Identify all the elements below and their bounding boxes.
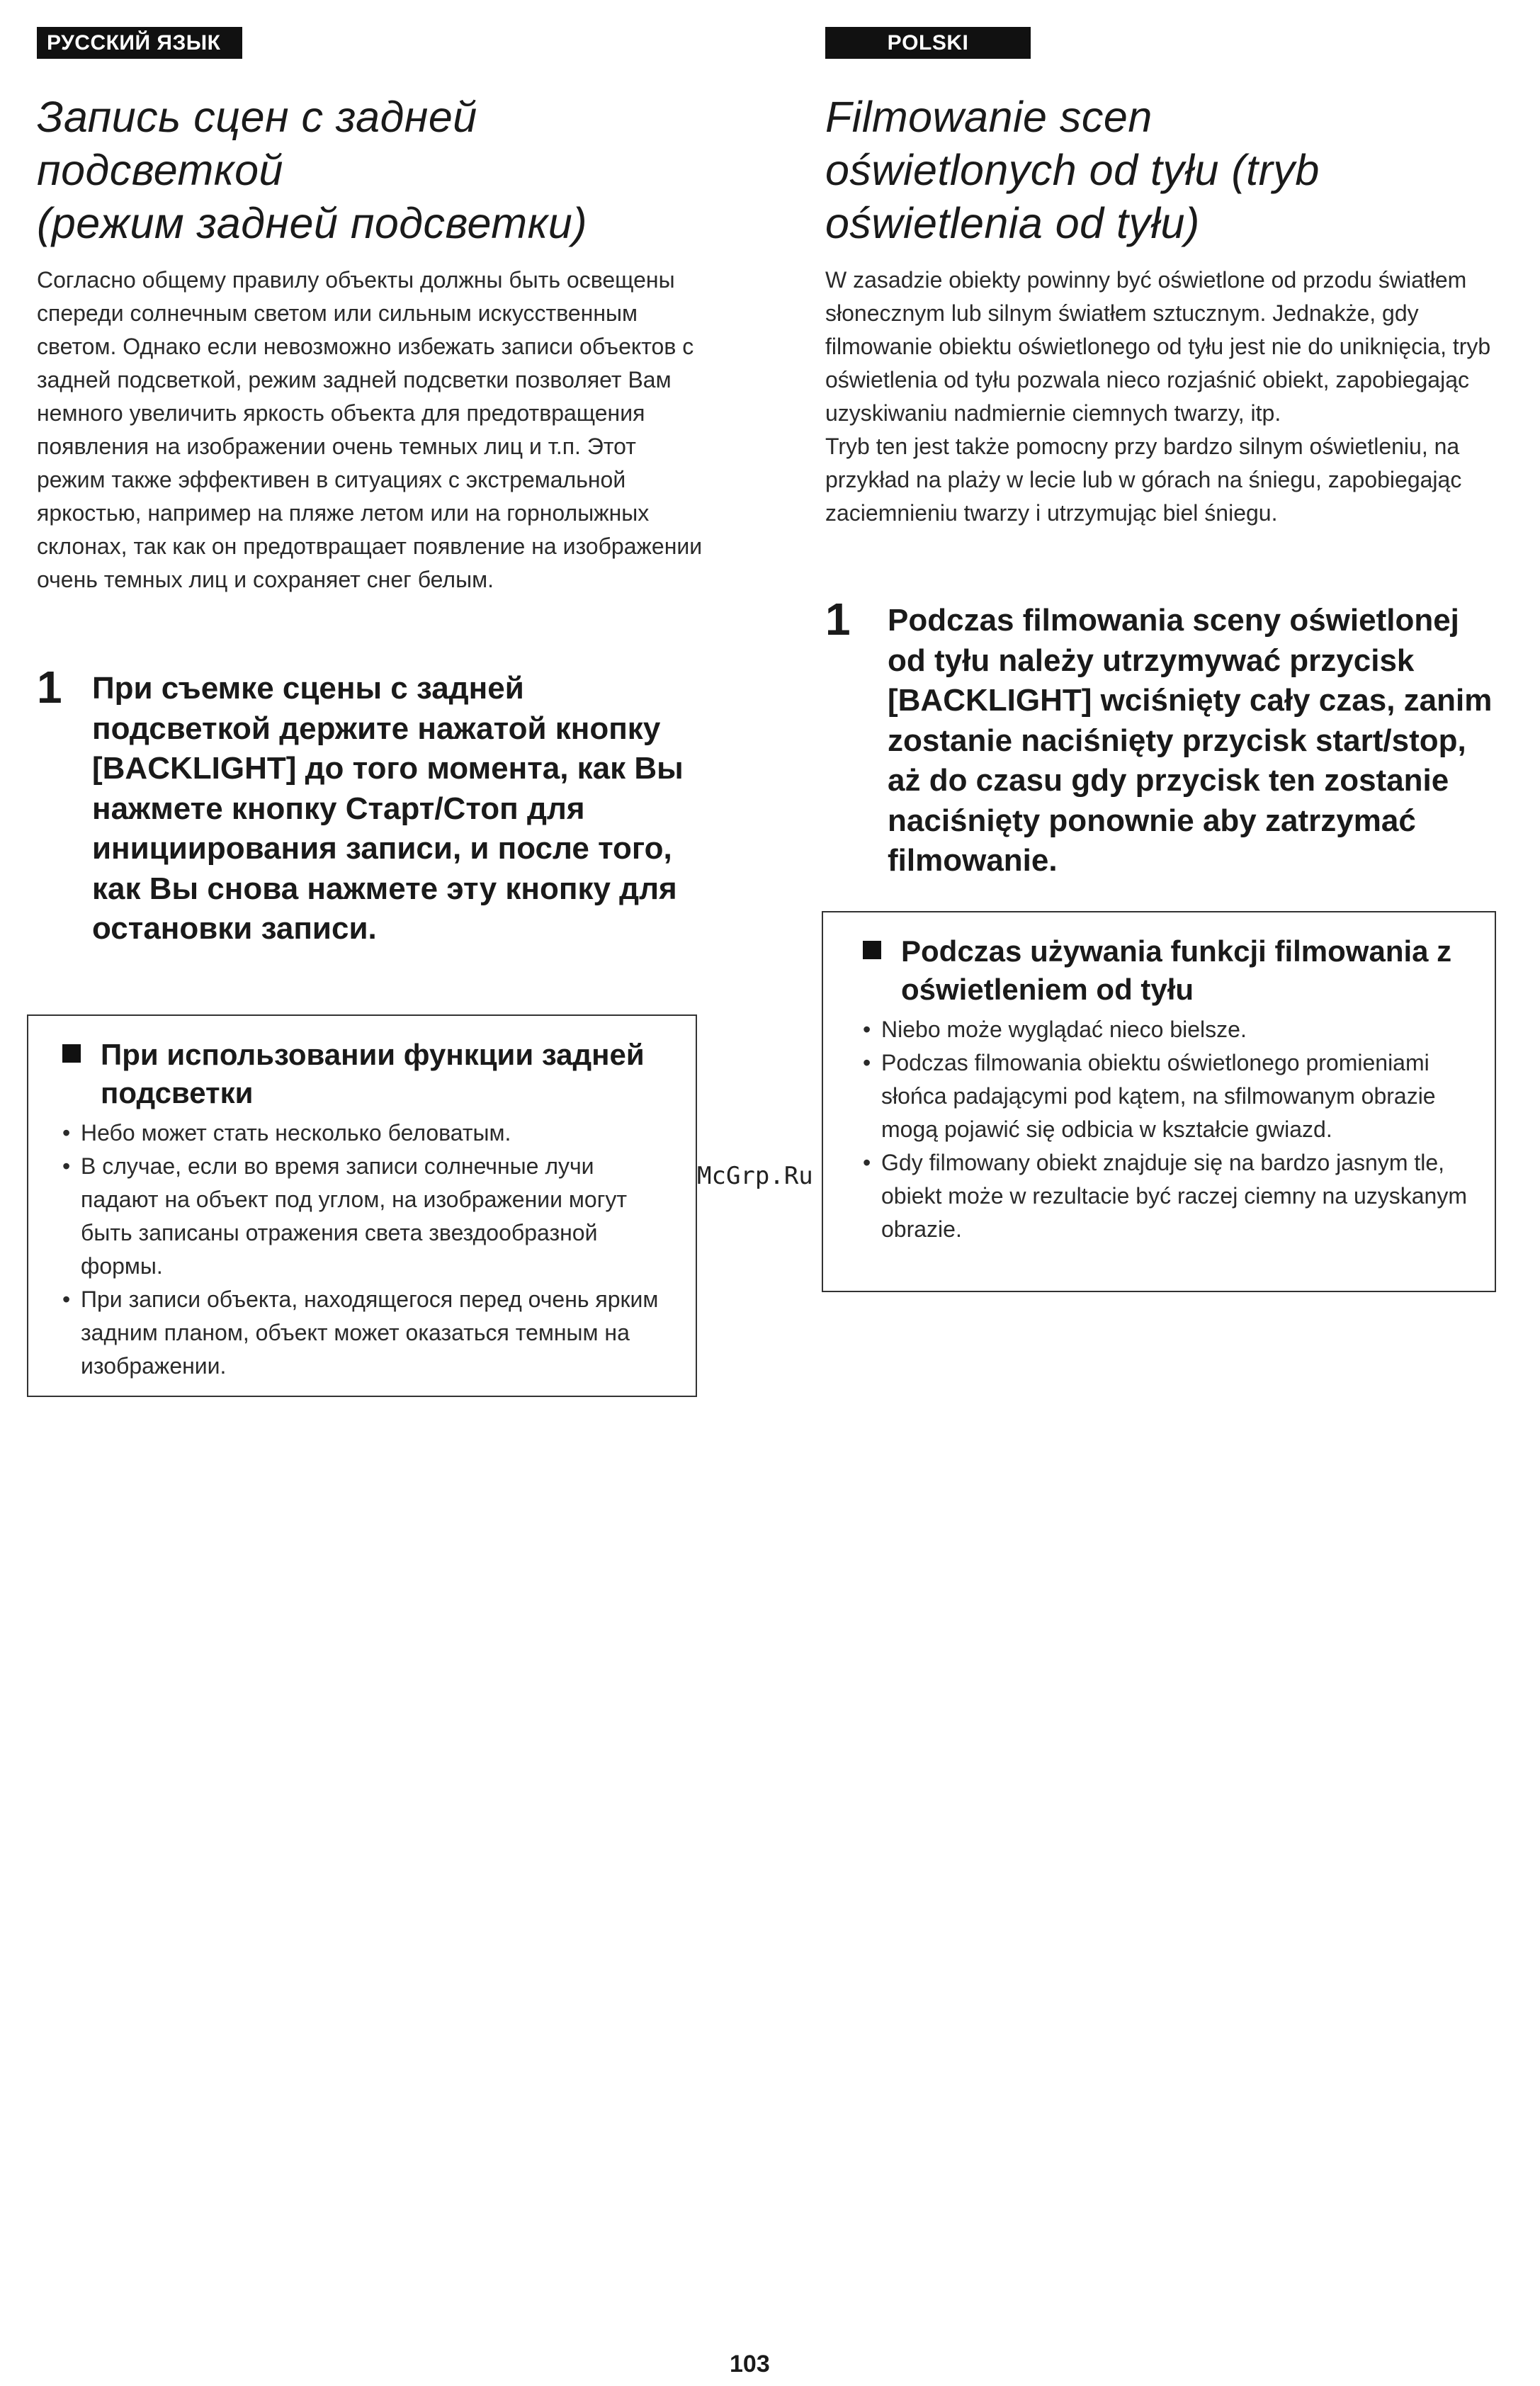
list-item: • Gdy filmowany obiekt znajduje się na bardzo jasnym tle, obiekt może w rezultacie być raczej ciemny na uzyskanym obrazie.	[863, 1146, 1471, 1246]
step-number: 1	[37, 662, 62, 713]
list-item: • При записи объекта, находящегося перед очень ярким задним планом, объект может оказаться темным на изображении.	[62, 1283, 672, 1383]
title-line: (режим задней подсветки)	[37, 199, 588, 247]
title-line: подсветкой	[37, 146, 283, 194]
intro-text-pl	[825, 264, 1505, 530]
list-item: • Niebo może wyglądać nieco bielsze.	[863, 1013, 1471, 1046]
list-item: • В случае, если во время записи солнечные лучи падают на объект под углом, на изображении могут быть записаны отражения света звездообразной формы.	[62, 1150, 672, 1283]
note-box-ru	[27, 1014, 697, 1397]
note-box-pl	[822, 911, 1496, 1292]
title-line: oświetlenia od tyłu)	[825, 199, 1200, 247]
page-number: 103	[730, 2351, 770, 2377]
note-heading: Podczas używania funkcji filmowania z oświetleniem od tyłu	[901, 934, 1452, 1006]
list-item: • Podczas filmowania obiektu oświetlonego promieniami słońca padającymi pod kątem, na sfilmowanym obrazie mogą pojawić się odbicia w kształcie gwiazd.	[863, 1046, 1471, 1146]
language-badge-pl: POLSKI	[825, 27, 1031, 59]
list-item: • Небо может стать несколько беловатым.	[62, 1116, 672, 1150]
title-line: Filmowanie scen	[825, 93, 1153, 141]
square-bullet-icon	[863, 941, 881, 959]
title-line: Запись сцен с задней	[37, 93, 477, 141]
step-1-pl	[825, 594, 1505, 881]
step-number: 1	[825, 594, 851, 645]
title-line: oświetlonych od tyłu (tryb	[825, 146, 1320, 194]
paragraph: Tryb ten jest także pomocny przy bardzo silnym oświetleniu, na przykład na plaży w lecie lub w górach na śniegu, zapobiegając zaciemnieniu twarzy i utrzymując biel śniegu.	[825, 434, 1462, 526]
section-title-pl	[825, 91, 1505, 250]
note-title-ru	[62, 1036, 672, 1112]
section-title-ru	[37, 91, 703, 250]
note-heading: При использовании функции задней подсветки	[101, 1038, 645, 1109]
intro-text-ru	[37, 264, 710, 596]
note-list-ru	[62, 1116, 672, 1383]
step-instruction: При съемке сцены с задней подсветкой держите нажатой кнопку [BACKLIGHT] до того момента, как Вы нажмете кнопку Старт/Стоп для инициирования записи, и после того, как Вы снова нажмете эту кнопку для остановки записи.	[92, 671, 684, 946]
note-title-pl	[863, 932, 1471, 1009]
watermark: McGrp.Ru	[697, 1162, 813, 1190]
language-badge-ru: РУССКИЙ ЯЗЫК	[37, 27, 242, 59]
paragraph: Согласно общему правилу объекты должны быть освещены спереди солнечным светом или сильным искусственным светом. Однако если невозможно избежать записи объектов с задней подсветкой, режим задней подсветки позволяет Вам немного увеличить яркость объекта для предотвращения появления на изображении очень темных лиц и т.п. Этот режим также эффективен в ситуациях с экстремальной яркостью, например на пляже летом или на горнолыжных склонах, так как он предотвращает появление на изображении очень темных лиц и сохраняет снег белым.	[37, 267, 703, 592]
step-instruction: Podczas filmowania sceny oświetlonej od tyłu należy utrzymywać przycisk [BACKLIGHT] wciśnięty cały czas, zanim zostanie naciśnięty przycisk start/stop, aż do czasu gdy przycisk ten zostanie naciśnięty ponownie aby zatrzymać filmowanie.	[888, 603, 1493, 878]
note-list-pl	[863, 1013, 1471, 1246]
square-bullet-icon	[62, 1044, 81, 1063]
paragraph: W zasadzie obiekty powinny być oświetlone od przodu światłem słonecznym lub silnym światłem sztucznym. Jednakże, gdy filmowanie obiektu oświetlonego od tyłu jest nie do uniknięcia, tryb oświetlenia od tyłu pozwala nieco rozjaśnić obiekt, zapobiegając uzyskiwaniu nadmiernie ciemnych twarzy, itp.	[825, 267, 1491, 426]
step-1-ru	[37, 662, 710, 949]
